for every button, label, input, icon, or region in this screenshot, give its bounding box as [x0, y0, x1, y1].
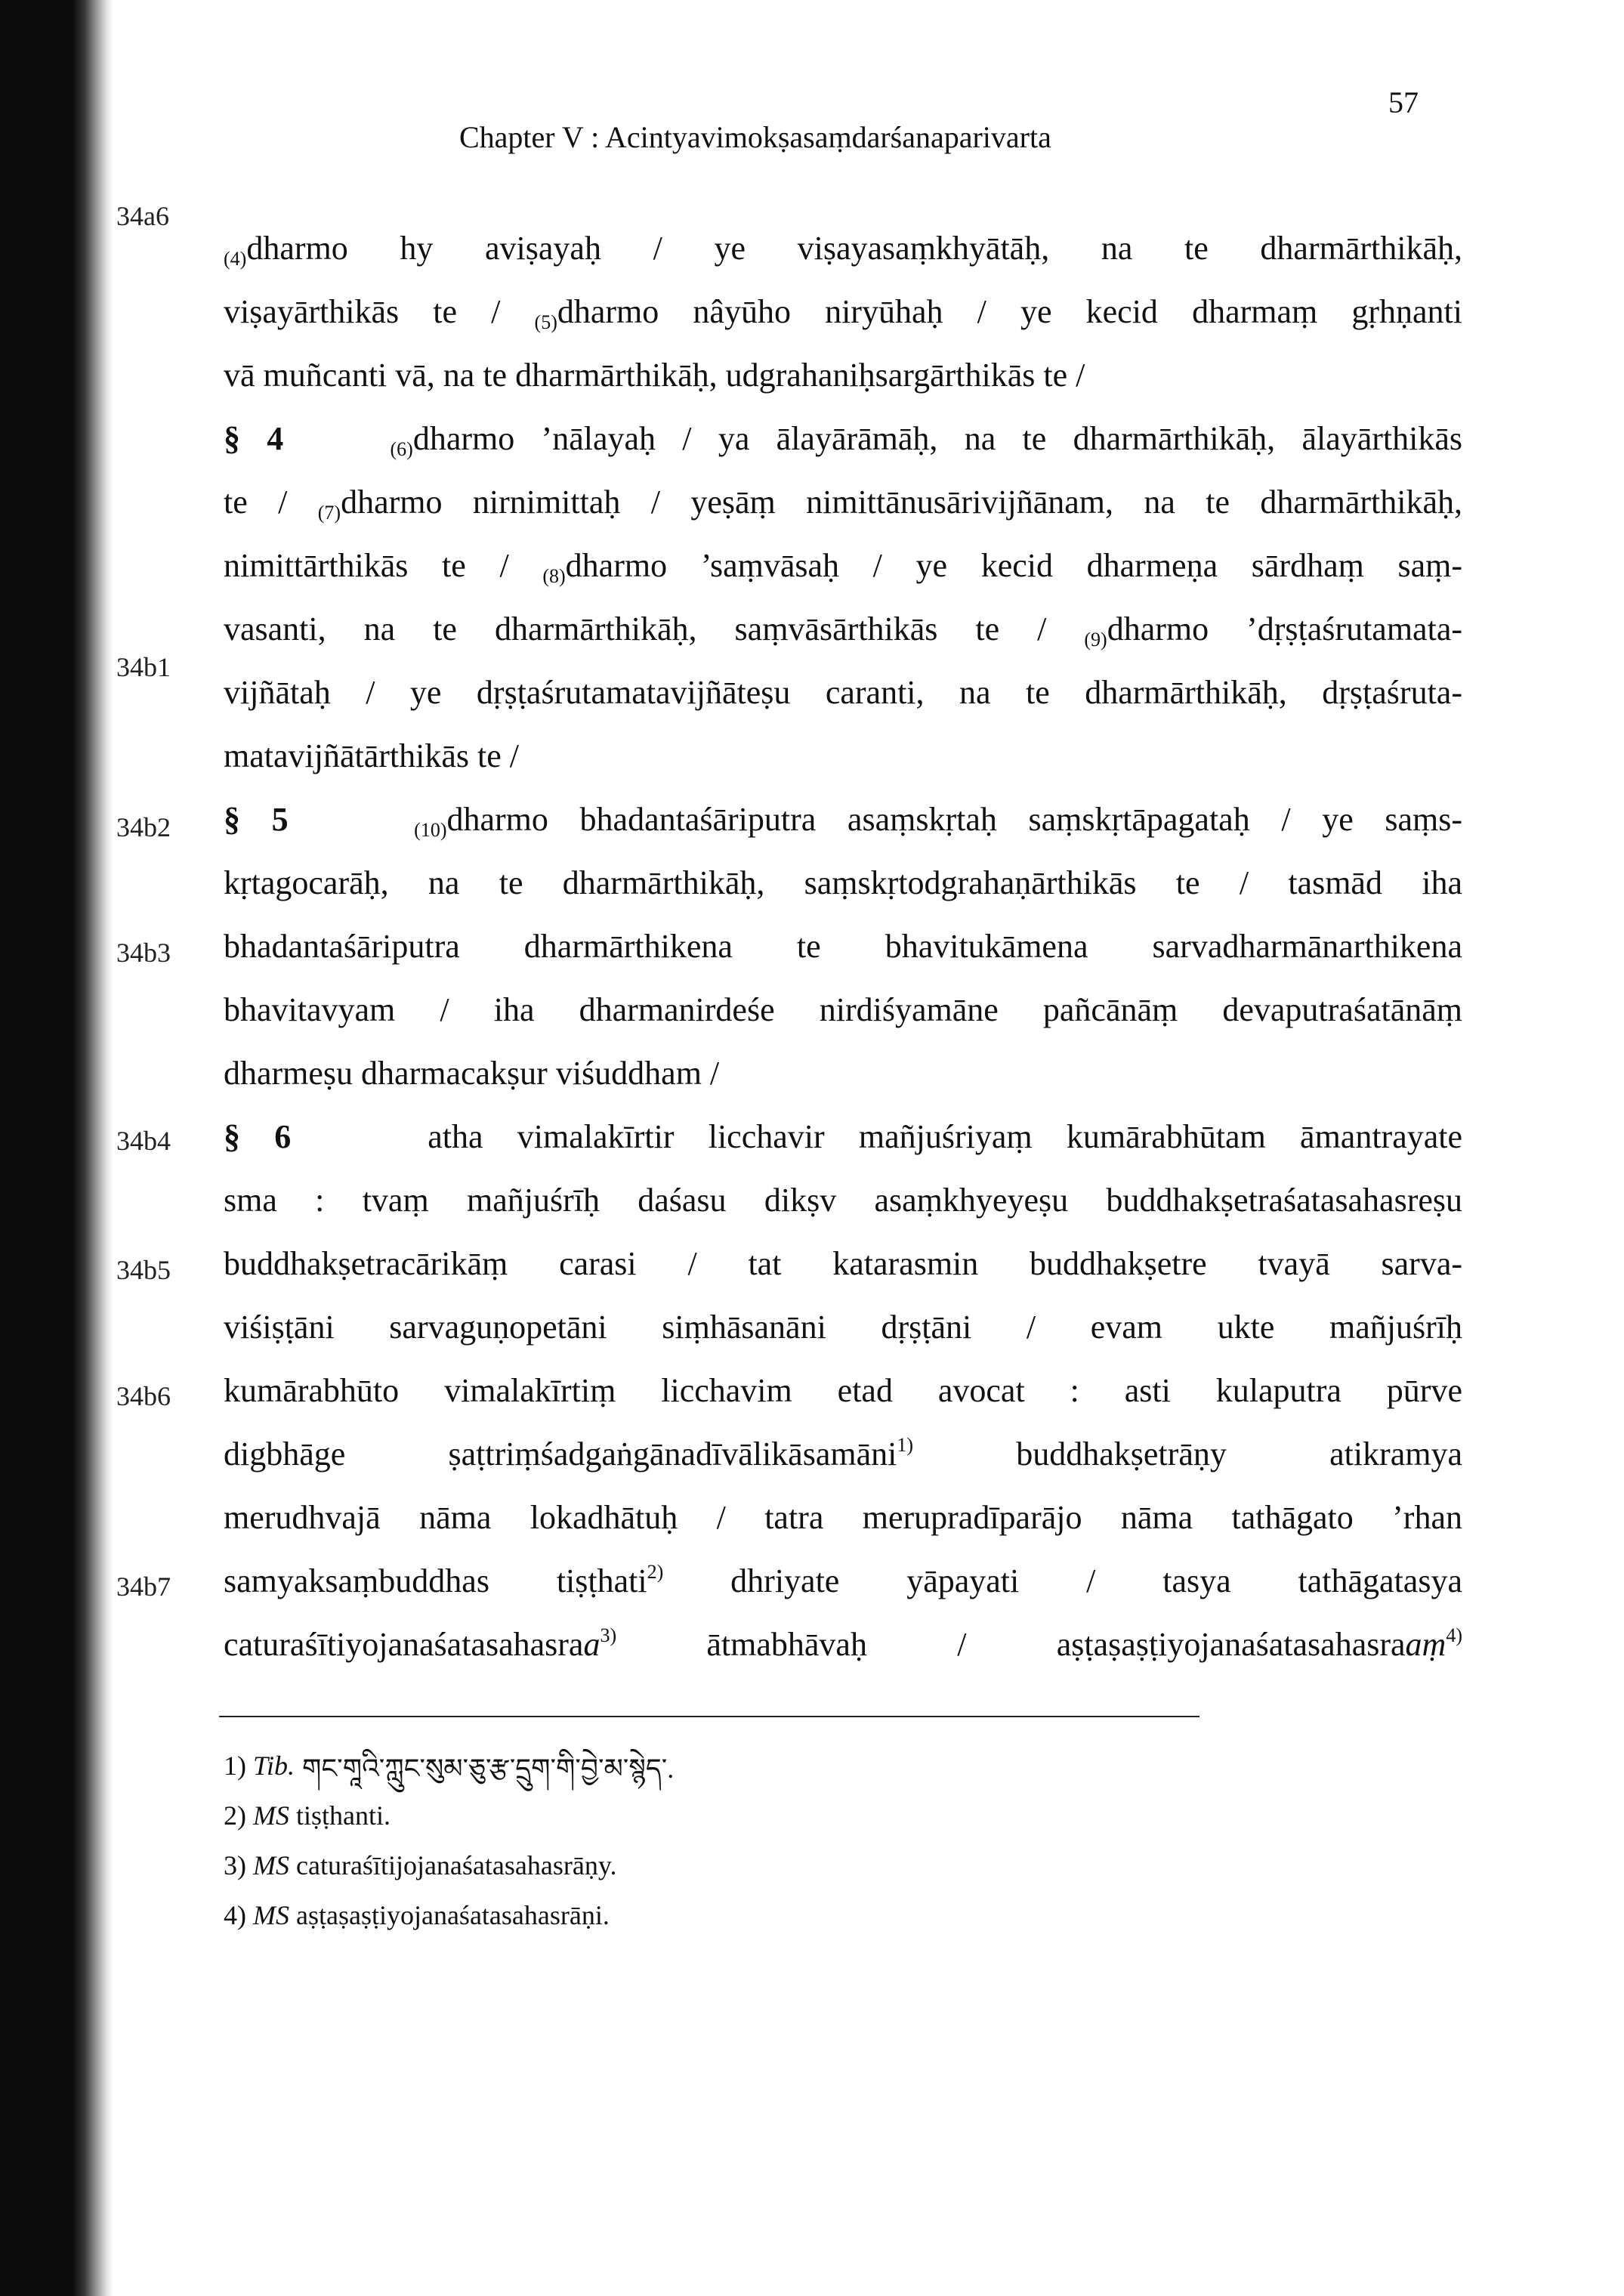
footnote: 1) Tib. གང་གཱའི་ཀླུང་སུམ་ཅུ་རྩ་དྲུག་གི་བྱེ་མ་སྙེད་. [224, 1741, 674, 1791]
text-line: vasanti, na te dharmārthikāḥ, saṃvāsārthikās te / $_{(9)}$dharmo ’dṛṣṭaśrutamata- [224, 610, 1462, 650]
page-title: Chapter V : Acintyavimokṣasaṃdarśanaparivarta [459, 120, 1051, 154]
text-line: merudhvajā nāma lokadhātuḥ / tatra merupradīparājo nāma tathāgato ’rhan [224, 1499, 1462, 1536]
text-line: buddhakṣetracārikāṃ carasi / tat katarasmin buddhakṣetre tvayā sarva- [224, 1245, 1462, 1282]
footnote-ref: 3) [600, 1624, 617, 1646]
footnote: 4) MS aṣṭaṣaṣṭiyojanaśatasahasrāṇi. [224, 1900, 610, 1930]
text-line: nimittārthikās te / $_{(8)}$dharmo ’saṃvāsaḥ / ye kecid dharmeṇa sārdhaṃ saṃ- [224, 547, 1462, 587]
text-line: § 4 $_{(6)}$dharmo ’nālayaḥ / ya ālayārāmāḥ, na te dharmārthikāḥ, ālayārthikās [224, 420, 1462, 460]
text-line: viṣayārthikās te / $_{(5)}$dharmo nâyūho niryūhaḥ / ye kecid dharmaṃ gṛhṇanti [224, 293, 1462, 333]
text-line: dharmeṣu dharmacakṣur viśuddham / [224, 1055, 720, 1092]
text-line: § 5 $_{(10)}$dharmo bhadantaśāriputra asaṃskṛtaḥ saṃskṛtāpagataḥ / ye saṃs- [224, 801, 1462, 841]
scan-binding-edge [0, 0, 113, 2296]
text-line: vijñātaḥ / ye dṛṣṭaśrutamatavijñāteṣu caranti, na te dharmārthikāḥ, dṛṣṭaśruta- [224, 674, 1462, 711]
text-line: kṛtagocarāḥ, na te dharmārthikāḥ, saṃskṛtodgrahaṇārthikās te / tasmād iha [224, 864, 1462, 901]
footnote-ref: 4) [1446, 1624, 1462, 1646]
folio-mark: 34b4 [116, 1126, 171, 1156]
folio-mark: 34b5 [116, 1255, 171, 1285]
text-line: matavijñātārthikās te / [224, 737, 519, 774]
text-line: $_{(4)}$dharmo hy aviṣayaḥ / ye viṣayasaṃkhyātāḥ, na te dharmārthikāḥ, [224, 230, 1462, 270]
text-line: bhadantaśāriputra dharmārthikena te bhavitukāmena sarvadharmānarthikena [224, 928, 1462, 965]
text-line: te / $_{(7)}$dharmo nirnimittaḥ / yeṣāṃ nimittānusārivijñānam, na te dharmārthikāḥ, [224, 484, 1462, 524]
folio-mark: 34b7 [116, 1571, 171, 1602]
subsection-number: (8) [542, 565, 566, 587]
text-line: kumārabhūto vimalakīrtiṃ licchavim etad avocat : asti kulaputra pūrve [224, 1372, 1462, 1409]
section-number: § 6 [224, 1118, 292, 1155]
text-line: digbhāge ṣaṭtriṃśadgaṅgānadīvālikāsamāni$^{1)}$ buddhakṣetrāṇy atikramya [224, 1434, 1462, 1472]
footnote-ref: 1) [897, 1434, 914, 1456]
text-line: § 6 atha vimalakīrtir licchavir mañjuśriyaṃ kumārabhūtam āmantrayate [224, 1118, 1462, 1155]
subsection-number: (4) [224, 248, 247, 270]
folio-mark: 34b6 [116, 1381, 171, 1411]
subsection-number: (6) [390, 438, 413, 460]
folio-mark: 34b3 [116, 938, 171, 968]
text-line: bhavitavyam / iha dharmanirdeśe nirdiśyamāne pañcānāṃ devaputraśatānāṃ [224, 991, 1462, 1028]
subsection-number: (10) [414, 819, 447, 841]
footnote-ref: 2) [647, 1561, 664, 1583]
footnotes [224, 1741, 674, 1940]
subsection-number: (9) [1084, 629, 1107, 650]
footnote: 3) MS caturaśītijojanaśatasahasrāṇy. [224, 1850, 617, 1880]
text-line: samyaksaṃbuddhas tiṣṭhati$^{2)}$ dhriyate yāpayati / tasya tathāgatasya [224, 1561, 1462, 1599]
tibetan-text: གང་གཱའི་ཀླུང་སུམ་ཅུ་རྩ་དྲུག་གི་བྱེ་མ་སྙེད་. [302, 1753, 675, 1784]
body-text [224, 217, 1462, 1676]
folio-mark: 34b1 [116, 652, 171, 682]
section-number: § 5 [224, 801, 289, 838]
footnote-rule [219, 1716, 1199, 1717]
subsection-number: (7) [317, 502, 341, 524]
footnote: 2) MS tiṣṭhanti. [224, 1800, 391, 1831]
folio-margin [113, 0, 174, 2296]
text-line: sma : tvaṃ mañjuśrīḥ daśasu dikṣv asaṃkhyeyeṣu buddhakṣetraśatasahasreṣu [224, 1182, 1462, 1219]
subsection-number: (5) [534, 311, 557, 333]
page-number: 57 [1388, 85, 1419, 119]
text-line: viśiṣṭāni sarvaguṇopetāni siṃhāsanāni dṛṣṭāni / evam ukte mañjuśrīḥ [224, 1309, 1462, 1346]
text-line: vā muñcanti vā, na te dharmārthikāḥ, udgrahaniḥsargārthikās te / [224, 357, 1085, 394]
section-number: § 4 [224, 420, 284, 457]
text-line: caturaśītiyojanaśatasahasraa$^{3)}$ ātmabhāvaḥ / aṣṭaṣaṣṭiyojanaśatasahasraaṃ$^{4)}$ [224, 1624, 1462, 1663]
folio-mark: 34b2 [116, 812, 171, 842]
folio-mark: 34a6 [116, 201, 169, 231]
